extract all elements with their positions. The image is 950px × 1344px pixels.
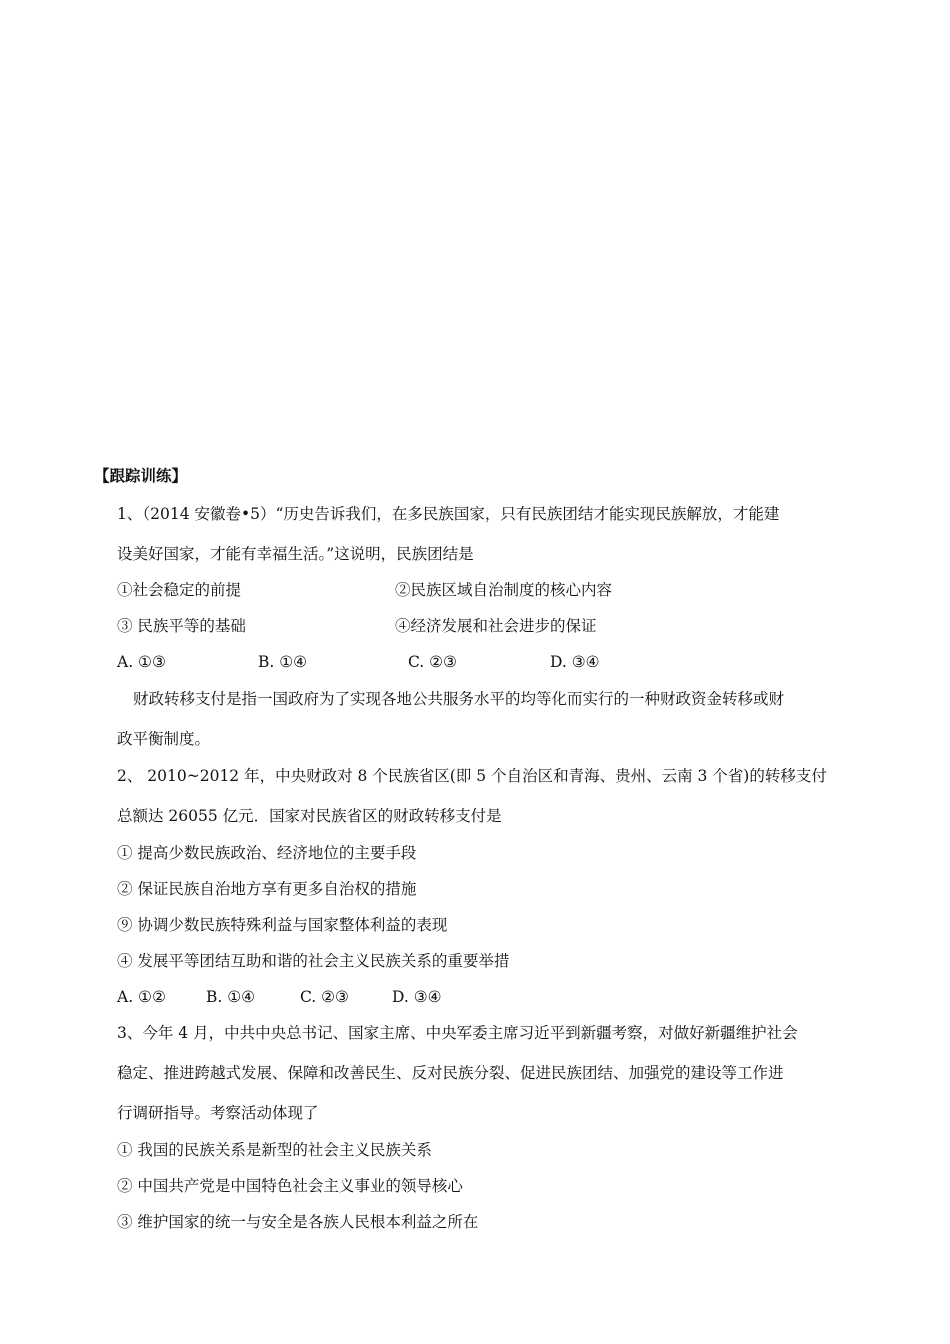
q2-stem-line-2: 总额达 26055 亿元．国家对民族省区的财政转移支付是: [117, 807, 502, 825]
q1-option-1: ①社会稳定的前提: [117, 581, 242, 599]
q1-option-4: ④经济发展和社会进步的保证: [395, 617, 597, 635]
q2-option-2: ② 保证民族自治地方享有更多自治权的措施: [117, 880, 417, 898]
q1-stem-line-1: 1、（2014 安徽卷•5）“历史告诉我们，在多民族国家，只有民族团结才能实现民族解放，才能建: [117, 505, 780, 523]
q2-stem-line-1: 2、 2010~2012 年，中央财政对 8 个民族省区(即 5 个自治区和青海、贵州、云南 3 个省)的转移支付: [117, 767, 827, 785]
q3-option-3: ③ 维护国家的统一与安全是各族人民根本利益之所在: [117, 1213, 479, 1231]
intro-line-2: 政平衡制度。: [117, 730, 211, 748]
q1-option-3: ③ 民族平等的基础: [117, 617, 246, 635]
q3-option-2: ② 中国共产党是中国特色社会主义事业的领导核心: [117, 1177, 463, 1195]
q2-choice-c: C. ②③: [300, 988, 349, 1006]
q2-choice-a: A. ①②: [117, 988, 166, 1006]
q2-option-4: ④ 发展平等团结互助和谐的社会主义民族关系的重要举措: [117, 952, 510, 970]
q3-option-1: ① 我国的民族关系是新型的社会主义民族关系: [117, 1141, 432, 1159]
section-title: 【跟踪训练】: [94, 467, 188, 485]
q3-stem-line-1: 3、今年 4 月，中共中央总书记、国家主席、中央军委主席习近平到新疆考察，对做好新疆维护社会: [117, 1024, 798, 1042]
q1-option-2: ②民族区域自治制度的核心内容: [395, 581, 613, 599]
q3-stem-line-3: 行调研指导。考察活动体现了: [117, 1104, 319, 1122]
q2-option-3: ⑨ 协调少数民族特殊利益与国家整体利益的表现: [117, 916, 448, 934]
q1-choice-a: A. ①③: [117, 653, 166, 671]
q1-choice-b: B. ①④: [258, 653, 308, 671]
q3-stem-line-2: 稳定、推进跨越式发展、保障和改善民生、反对民族分裂、促进民族团结、加强党的建设等工作进: [117, 1064, 784, 1082]
q2-choice-d: D. ③④: [392, 988, 442, 1006]
q2-option-1: ① 提高少数民族政治、经济地位的主要手段: [117, 844, 417, 862]
q1-choice-d: D. ③④: [550, 653, 600, 671]
intro-line-1: 财政转移支付是指一国政府为了实现各地公共服务水平的均等化而实行的一种财政资金转移或财: [133, 690, 785, 708]
q2-choice-b: B. ①④: [206, 988, 256, 1006]
q1-choice-c: C. ②③: [408, 653, 457, 671]
q1-stem-line-2: 设美好国家，才能有幸福生活。”这说明，民族团结是: [117, 545, 474, 563]
